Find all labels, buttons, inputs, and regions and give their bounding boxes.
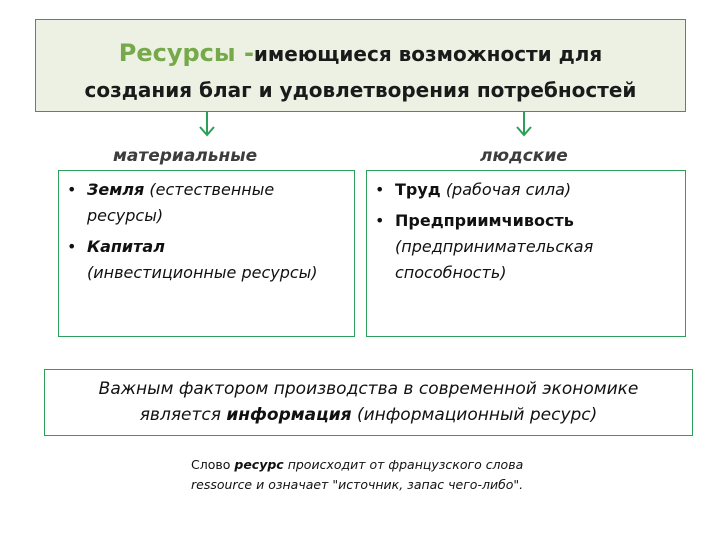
note-word: ресурс	[234, 457, 284, 472]
bullet-icon: •	[67, 180, 77, 199]
title-box	[35, 19, 686, 112]
info-line-1: Важным фактором производства в современной экономике	[98, 379, 639, 399]
material-resources-box	[58, 170, 355, 337]
category-material-label: материальные	[113, 146, 258, 166]
bullet-icon: •	[375, 180, 385, 199]
item-name: Капитал	[87, 237, 165, 256]
human-resources-list	[367, 171, 685, 286]
info-line-2	[45, 402, 692, 428]
bullet-icon: •	[67, 237, 77, 256]
info-highlight: информация	[226, 405, 352, 425]
arrow-human-icon	[514, 112, 534, 138]
item-name: Предприимчивость	[395, 211, 574, 230]
material-resources-list	[59, 171, 354, 286]
item-description: (рабочая сила)	[445, 180, 572, 199]
title-term: Ресурсы -	[118, 39, 254, 67]
list-item	[367, 208, 685, 286]
title-line-1	[36, 35, 685, 72]
title-definition-part-1: имеющиеся возможности для	[253, 42, 603, 66]
info-line-2-end: (информационный ресурс)	[356, 405, 598, 425]
title-line-2: создания благ и удовлетворения потребностей	[84, 78, 637, 102]
item-name: Земля	[87, 180, 145, 199]
info-line-2-start: является	[139, 405, 221, 425]
item-name: Труд	[395, 180, 441, 199]
human-resources-box	[366, 170, 686, 337]
arrow-material-icon	[197, 112, 217, 138]
etymology-note	[191, 455, 561, 495]
item-description: (инвестиционные ресурсы)	[87, 263, 318, 282]
note-start: Слово	[191, 457, 231, 472]
list-item	[59, 177, 354, 229]
list-item	[367, 177, 685, 203]
category-human-label: людские	[480, 146, 568, 166]
list-item	[59, 234, 354, 286]
item-description: (предпринимательская способность)	[395, 237, 594, 282]
information-factor-box	[44, 369, 693, 436]
item-description: (естественные ресурсы)	[87, 180, 275, 225]
bullet-icon: •	[375, 211, 385, 230]
note-rest: происходит от французского слова ressource и означает "источник, запас чего-либо".	[191, 457, 524, 492]
